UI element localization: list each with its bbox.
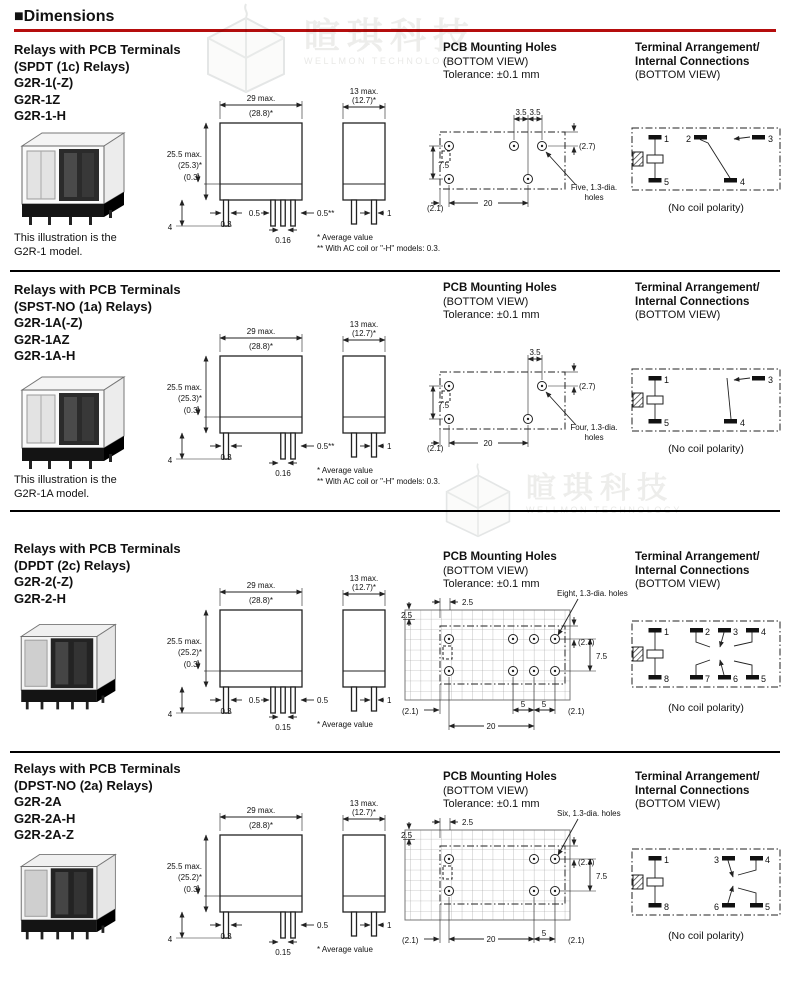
terminal-number: 4	[740, 177, 746, 187]
no-coil-polarity-note: (No coil polarity)	[668, 702, 744, 714]
dim-flange: (0.3)	[183, 406, 201, 415]
illustration-caption: This illustration is the G2R-1 model.	[14, 232, 117, 258]
watermark-en-text: WELLMON TECHNOLOGY	[304, 55, 460, 66]
dim-pin-c: 0.16	[275, 469, 291, 478]
grid-background	[405, 830, 570, 920]
dimension-drawing	[148, 318, 440, 500]
pcb-mounting-holes-diagram	[400, 588, 650, 736]
hole-dim: (2.1)	[402, 936, 419, 945]
dim-pin-length: 4	[167, 710, 173, 719]
model-titles: Relays with PCB Terminals (SPDT (1c) Relays) G2R-1(-Z) G2R-1Z G2R-1-H	[14, 42, 181, 123]
terminal-number: 1	[664, 134, 670, 144]
terminal-arrangement-diagram	[630, 844, 785, 944]
hole-dim: (2.1)	[427, 444, 444, 453]
dim-width: 29 max.	[246, 806, 276, 815]
switch-contacts	[696, 633, 752, 676]
dim-depth: 13 max.	[349, 799, 379, 808]
dim-flange: (0.3)	[183, 885, 201, 894]
dim-depth-avg: (12.7)*	[351, 329, 377, 338]
hole-dim: 7.5	[596, 652, 608, 661]
dim-pin-a: 0.3	[220, 932, 232, 941]
hole-dim: (2.7)	[579, 382, 596, 391]
relay-photo-illustration	[12, 370, 142, 474]
holes-count-label: holes	[584, 433, 604, 442]
relay-side-outline	[343, 610, 385, 687]
holes-count-label: Eight, 1.3-dia. holes	[557, 589, 628, 598]
footnote-2: ** With AC coil or "-H" models: 0.3.	[317, 477, 441, 486]
dim-width-avg: (28.8)*	[248, 596, 274, 605]
dim-depth: 13 max.	[349, 87, 379, 96]
hole-dim: 20	[486, 722, 496, 731]
hole-dim: 7.5	[438, 161, 450, 170]
red-rule	[14, 29, 776, 32]
no-coil-polarity-note: (No coil polarity)	[668, 930, 744, 942]
footprint-outline	[440, 132, 565, 189]
dimension-drawing	[148, 572, 440, 754]
holes-count-label: Four, 1.3-dia.	[570, 423, 618, 432]
footnote-1: * Average value	[317, 233, 373, 242]
hole-dim: (2.7)	[578, 638, 595, 647]
hole-dim: 5	[541, 929, 547, 938]
terminal-number: 7	[705, 674, 711, 684]
relay-side-outline	[343, 123, 385, 200]
relay-photo-illustration	[12, 126, 142, 230]
dim-flange: (0.3)	[183, 173, 201, 182]
terminal-number: 1	[664, 627, 670, 637]
dim-side-pin: 1	[387, 921, 392, 930]
dim-depth: 13 max.	[349, 320, 379, 329]
dim-depth: 13 max.	[349, 574, 379, 583]
section-dpdt-2c	[0, 540, 790, 751]
dim-height-avg: (25.2)*	[177, 648, 202, 657]
terminal-number: 1	[664, 375, 670, 385]
hole-dim: 5	[541, 700, 547, 709]
dim-height: 25.5 max.	[166, 150, 202, 159]
relay-side-outline	[343, 835, 385, 912]
terminal-arrangement-diagram	[630, 364, 785, 456]
terminal-number: 4	[740, 418, 746, 428]
hole-dim: 2.5	[401, 611, 413, 620]
terminal-heading: Terminal Arrangement/ Internal Connections (BOTTOM VIEW)	[635, 42, 760, 81]
footnote-2: ** With AC coil or "-H" models: 0.3.	[317, 244, 441, 253]
dim-height-avg: (25.2)*	[177, 873, 202, 882]
dim-side-pin: 1	[387, 209, 392, 218]
dimension-lines	[429, 355, 578, 447]
relay-photo-illustration	[12, 848, 132, 944]
dim-height: 25.5 max.	[166, 383, 202, 392]
hole-dim: (2.1)	[427, 204, 444, 213]
dim-depth-avg: (12.7)*	[351, 808, 377, 817]
dim-pin-a: 0.3	[220, 453, 232, 462]
hole-dim: (2.1)	[402, 707, 419, 716]
switch-contacts	[700, 137, 750, 178]
hole-dim: 2.5	[401, 831, 413, 840]
hole-dim: 3.5	[515, 108, 527, 117]
square-bullet-icon: ■	[14, 8, 24, 25]
terminal-arrangement-diagram	[630, 616, 785, 716]
section-divider	[10, 510, 780, 512]
coil-hatch	[633, 647, 643, 661]
switch-contacts	[727, 378, 750, 419]
dim-side-pin: 1	[387, 442, 392, 451]
footprint-outline	[440, 372, 565, 429]
hole-dim: (2.7)	[578, 858, 595, 867]
dim-depth-avg: (12.7)*	[351, 583, 377, 592]
section-spst-no-1a	[0, 280, 790, 510]
switch-contacts	[728, 861, 756, 904]
dim-width: 29 max.	[246, 327, 276, 336]
terminal-number: 8	[664, 902, 670, 912]
holes-count-label: Six, 1.3-dia. holes	[557, 809, 621, 818]
terminal-number: 6	[713, 902, 719, 912]
model-titles: Relays with PCB Terminals (DPDT (2c) Relays) G2R-2(-Z) G2R-2-H	[14, 541, 181, 606]
terminal-number: 4	[765, 855, 771, 865]
pcb-holes-heading: PCB Mounting Holes (BOTTOM VIEW) Tolerance: ±0.1 mm	[443, 42, 557, 81]
dim-width-avg: (28.8)*	[248, 821, 274, 830]
holes-count-label: holes	[584, 193, 604, 202]
watermark-en-text: WELLMON TECHNOLOGY	[526, 505, 682, 515]
grid-background	[405, 610, 570, 700]
watermark-cjk-text: 暄琪科技	[526, 472, 674, 505]
dim-pin-length: 4	[167, 456, 173, 465]
dimension-lines	[429, 115, 578, 207]
terminal-number: 3	[733, 627, 739, 637]
hole-dim: 7.5	[596, 872, 608, 881]
dim-pin-d: 0.5**	[317, 442, 335, 451]
dim-pin-d: 0.5**	[317, 209, 335, 218]
pcb-mounting-holes-diagram	[426, 102, 638, 214]
coil-symbol	[647, 878, 663, 886]
relay-photo-illustration	[12, 618, 132, 714]
dim-pin-length: 4	[167, 223, 173, 232]
footnote-1: * Average value	[317, 466, 373, 475]
dim-pin-c: 0.16	[275, 236, 291, 245]
coil-hatch	[633, 152, 643, 166]
terminal-number: 5	[765, 902, 771, 912]
dim-pin-c: 0.15	[275, 948, 291, 957]
hole-dim: 2.5	[462, 598, 474, 607]
dim-depth-avg: (12.7)*	[351, 96, 377, 105]
hole-dim: (2.1)	[568, 936, 585, 945]
hole-dim: 20	[486, 935, 496, 944]
pcb-holes-heading: PCB Mounting Holes (BOTTOM VIEW) Tolerance: ±0.1 mm	[443, 282, 557, 321]
terminal-number: 6	[733, 674, 739, 684]
terminal-heading: Terminal Arrangement/ Internal Connections (BOTTOM VIEW)	[635, 771, 760, 810]
coil-hatch	[633, 875, 643, 889]
hole-dim: 20	[483, 439, 493, 448]
hole-dim: 5	[520, 700, 526, 709]
holes-count-label: Five, 1.3-dia.	[570, 183, 618, 192]
hole-dim: (2.7)	[579, 142, 596, 151]
no-coil-polarity-note: (No coil polarity)	[668, 202, 744, 214]
coil-symbol	[647, 155, 663, 163]
dim-height: 25.5 max.	[166, 862, 202, 871]
coil-symbol	[647, 396, 663, 404]
no-coil-polarity-note: (No coil polarity)	[668, 443, 744, 455]
coil-hatch	[633, 393, 643, 407]
footnote-1: * Average value	[317, 945, 373, 954]
relay-front-outline	[220, 610, 302, 687]
dim-pin-c: 0.15	[275, 723, 291, 732]
hole-dim: 7.5	[438, 401, 450, 410]
footnote-1: * Average value	[317, 720, 373, 729]
terminal-number: 5	[761, 674, 767, 684]
dimension-drawing	[148, 85, 440, 267]
hole-dim: (2.1)	[568, 707, 585, 716]
terminal-number: 1	[664, 855, 670, 865]
dim-width-avg: (28.8)*	[248, 109, 274, 118]
pcb-mounting-holes-diagram	[426, 342, 638, 454]
section-spdt-1c	[0, 40, 790, 270]
relay-front-outline	[220, 123, 302, 200]
mounting-holes	[445, 142, 547, 184]
terminal-heading: Terminal Arrangement/ Internal Connections (BOTTOM VIEW)	[635, 551, 760, 590]
terminal-number: 2	[705, 627, 711, 637]
page-title: ■Dimensions	[14, 8, 115, 25]
illustration-caption: This illustration is the G2R-1A model.	[14, 474, 117, 500]
section-divider	[10, 270, 780, 272]
mounting-holes	[445, 382, 547, 424]
terminal-number: 5	[664, 418, 670, 428]
pcb-holes-heading: PCB Mounting Holes (BOTTOM VIEW) Tolerance: ±0.1 mm	[443, 551, 557, 590]
dim-width: 29 max.	[246, 94, 276, 103]
terminal-number: 3	[713, 855, 719, 865]
section-dpst-no-2a	[0, 760, 790, 989]
terminal-number: 2	[685, 134, 691, 144]
model-titles: Relays with PCB Terminals (SPST-NO (1a) Relays) G2R-1A(-Z) G2R-1AZ G2R-1A-H	[14, 282, 181, 363]
dim-pin-length: 4	[167, 935, 173, 944]
dim-height-avg: (25.3)*	[177, 161, 202, 170]
hole-dim: 2.5	[462, 818, 474, 827]
coil-symbol	[647, 650, 663, 658]
dimension-drawing	[148, 797, 440, 979]
dim-height-avg: (25.3)*	[177, 394, 202, 403]
dim-pin-b: 0.5	[248, 209, 260, 218]
hole-dim: 20	[483, 199, 493, 208]
relay-front-outline	[220, 356, 302, 433]
dim-pin-d: 0.5	[317, 696, 329, 705]
pcb-holes-heading: PCB Mounting Holes (BOTTOM VIEW) Tolerance: ±0.1 mm	[443, 771, 557, 810]
terminal-number: 4	[761, 627, 767, 637]
terminal-number: 5	[664, 177, 670, 187]
terminal-arrangement-diagram	[630, 123, 785, 215]
dim-width: 29 max.	[246, 581, 276, 590]
relay-front-outline	[220, 835, 302, 912]
dim-side-pin: 1	[387, 696, 392, 705]
model-titles: Relays with PCB Terminals (DPST-NO (2a) Relays) G2R-2A G2R-2A-H G2R-2A-Z	[14, 761, 181, 842]
dim-pin-d: 0.5	[317, 921, 329, 930]
dim-pin-a: 0.3	[220, 220, 232, 229]
relay-side-outline	[343, 356, 385, 433]
hole-dim: 3.5	[529, 108, 541, 117]
terminal-number: 8	[664, 674, 670, 684]
terminal-number: 3	[768, 375, 774, 385]
dim-flange: (0.3)	[183, 660, 201, 669]
dim-width-avg: (28.8)*	[248, 342, 274, 351]
watermark-cjk-text: 暄琪科技	[304, 15, 477, 56]
terminal-heading: Terminal Arrangement/ Internal Connections (BOTTOM VIEW)	[635, 282, 760, 321]
dim-pin-a: 0.3	[220, 707, 232, 716]
pcb-mounting-holes-diagram	[400, 808, 650, 956]
hole-dim: 3.5	[529, 348, 541, 357]
terminal-number: 3	[768, 134, 774, 144]
dim-pin-b: 0.5	[248, 696, 260, 705]
dim-height: 25.5 max.	[166, 637, 202, 646]
